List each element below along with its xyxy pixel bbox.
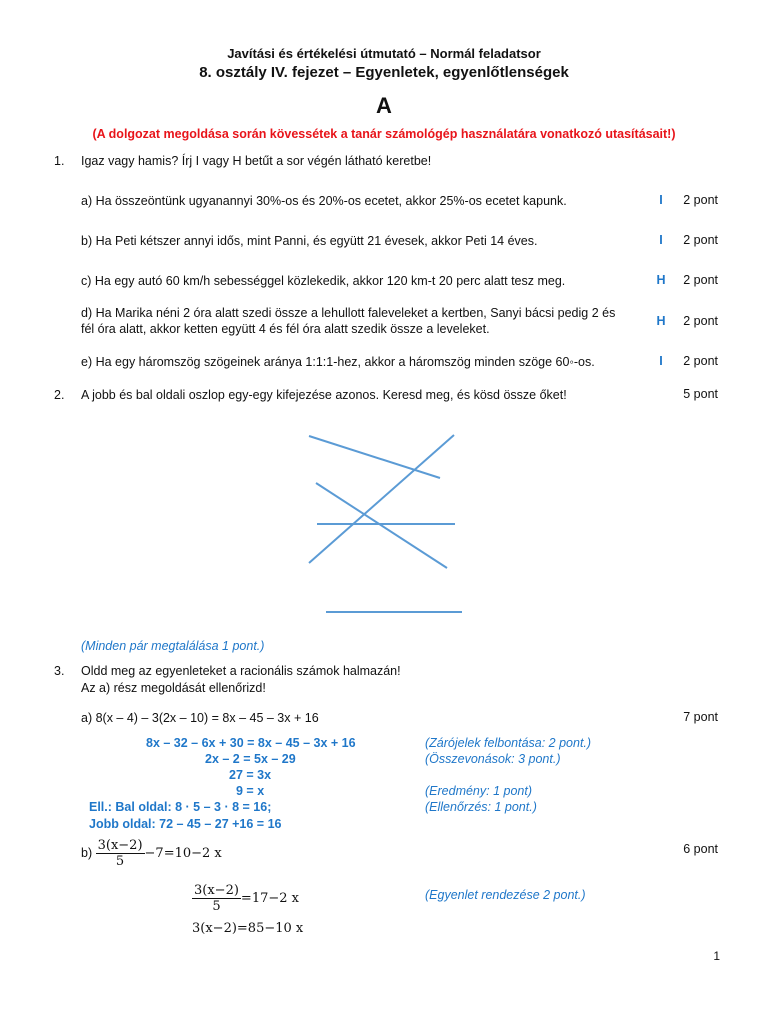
task2-points: 5 pont [683,387,718,401]
matching-line [309,435,454,563]
task1-points-a: 2 pont [683,193,718,207]
task3b-numerator: 3(x−2) [97,838,143,853]
variant-letter: A [376,93,392,118]
matching-line [316,483,447,568]
task1-points-e: 2 pont [683,354,718,368]
matching-lines-diagram [290,420,480,620]
task3a-note-5: (Ellenőrzés: 1 pont.) [425,800,537,814]
task1-points-b: 2 pont [683,233,718,247]
task3-number: 3. [54,664,65,678]
task1-answer-c: H [656,273,666,287]
task3b-step-1 [192,883,299,914]
task1-prompt: Igaz vagy hamis? Írj I vagy H betűt a sor végén látható keretbe! [81,154,432,168]
task1-number: 1. [54,154,65,168]
task3a-check-right: Jobb oldal: 72 – 45 – 27 +16 = 16 [89,817,282,831]
task3b-label: b) [81,845,93,860]
task1-item-b: b) Ha Peti kétszer annyi idős, mint Panni, és együtt 21 évesek, akkor Peti 14 éves. [81,234,538,248]
task3b-points: 6 pont [683,842,718,856]
task3-prompt-2: Az a) rész megoldását ellenőrizd! [81,681,266,695]
task3a-note-1: (Zárójelek felbontása: 2 pont.) [425,736,592,750]
task1-points-c: 2 pont [683,273,718,287]
task1-item-e: e) Ha egy háromszög szögeinek aránya 1:1:1-hez, akkor a háromszög minden szöge 60◦-os. [81,355,595,369]
task3b-step1-fraction [192,883,241,914]
task1-answer-a: I [659,193,663,207]
task3b-fraction [96,838,145,869]
task3b-step1-denominator: 5 [212,899,221,914]
task1-item-a: a) Ha összeöntünk ugyanannyi 30%-os és 20%-os ecetet, akkor 25%-os ecetet kapunk. [81,194,567,208]
task1-answer-e: I [659,354,663,368]
task1-answer-b: I [659,233,663,247]
task2-prompt: A jobb és bal oldali oszlop egy-egy kifejezése azonos. Keresd meg, és kösd össze őket! [81,388,567,402]
calculator-warning: (A dolgozat megoldása során kövessétek a tanár számológép használatára vonatkozó utasításait!) [92,127,676,141]
task3b-step1-numerator: 3(x−2) [194,883,239,898]
task2-scoring-note: (Minden pár megtalálása 1 pont.) [81,639,265,653]
task3b-step-2: 3(x−2)=85−10 x [192,921,304,936]
page-number: 1 [713,949,720,963]
task3a-step-3: 27 = 3x [229,768,272,782]
task3-prompt-1: Oldd meg az egyenleteket a racionális számok halmazán! [81,664,401,678]
task3b-step1-rest: =17−2 x [240,890,299,906]
header-line-1: Javítási és értékelési útmutató – Normál feladatsor [227,46,541,61]
task3b-note-1: (Egyenlet rendezése 2 pont.) [425,888,586,902]
header-line-2: 8. osztály IV. fejezet – Egyenletek, egyenlőtlenségek [199,64,569,81]
task1-points-d: 2 pont [683,314,718,328]
task3a-check-left: Ell.: Bal oldal: 8 · 5 – 3 · 8 = 16; [89,800,272,814]
task1-item-d-line1: d) Ha Marika néni 2 óra alatt szedi össze a lehullott faleveleket a kertben, Sanyi bácsi pedig 2 és [81,306,616,320]
task3a-step-4: 9 = x [236,784,265,798]
task2-number: 2. [54,388,65,402]
task1-item-c: c) Ha egy autó 60 km/h sebességgel közlekedik, akkor 120 km-t 20 perc alatt tesz meg. [81,274,566,288]
task3b-rest: −7=10−2 x [144,845,222,861]
task1-item-d-line2: fél óra alatt, akkor ketten együtt 4 és fél óra alatt szedik össze a leveleket. [81,322,490,336]
task3b-equation [81,838,222,869]
task3a-step-2: 2x – 2 = 5x – 29 [205,752,296,766]
task3a-note-2: (Összevonások: 3 pont.) [425,752,561,766]
task3b-denominator: 5 [115,854,125,869]
task3a-step-1: 8x – 32 – 6x + 30 = 8x – 45 – 3x + 16 [146,736,356,750]
task3a-equation: a) 8(x – 4) – 3(2x – 10) = 8x – 45 – 3x + 16 [81,711,319,725]
task3a-points: 7 pont [683,710,718,724]
matching-line [309,436,440,478]
task1-answer-d: H [656,314,666,328]
task3a-note-4: (Eredmény: 1 pont) [425,784,532,798]
